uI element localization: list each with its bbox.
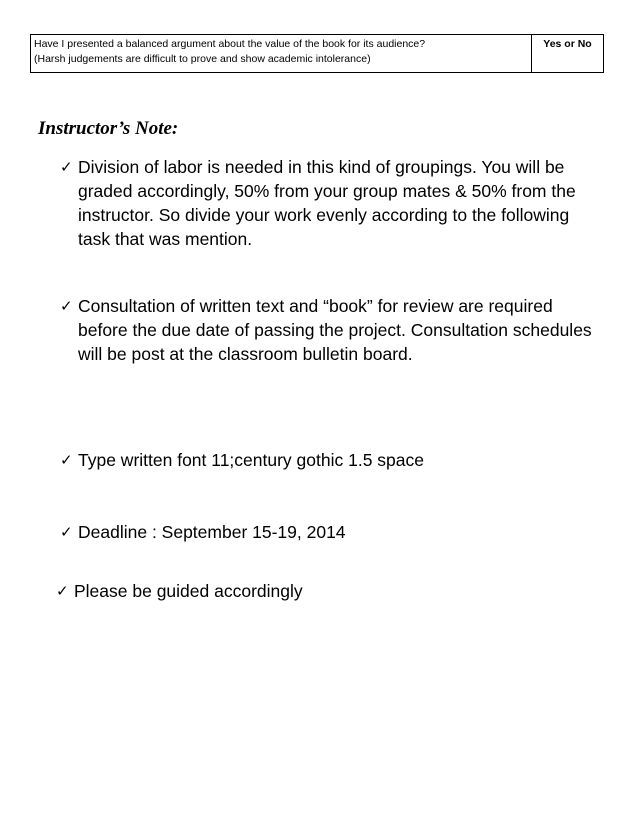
note-item-text: Consultation of written text and “book” for review are required before the due date of passing the project. Consultation schedules will be post at the classroom bulletin board. <box>78 296 592 364</box>
question-text: Have I presented a balanced argument about the value of the book for its audience? <box>34 38 426 50</box>
note-item <box>56 579 596 603</box>
checkmark-icon: ✓ <box>60 451 73 469</box>
answer-cell: Yes or No <box>532 35 604 73</box>
checkmark-icon: ✓ <box>60 523 73 541</box>
note-item-text: Deadline : September 15-19, 2014 <box>78 522 346 542</box>
note-item <box>60 294 600 366</box>
note-item-text: Division of labor is needed in this kind of groupings. You will be graded accordingly, 50% from your group mates & 50% from the instructor. So divide your work evenly according to the following task that was mention. <box>78 157 576 249</box>
table-row <box>31 35 604 73</box>
checkmark-icon: ✓ <box>60 297 73 315</box>
self-check-table <box>30 34 604 73</box>
checkmark-icon: ✓ <box>56 582 69 600</box>
note-item-text: Type written font 11;century gothic 1.5 space <box>78 450 424 470</box>
note-item <box>60 520 600 544</box>
checkmark-icon: ✓ <box>60 158 73 176</box>
question-cell <box>31 35 532 73</box>
note-item <box>60 448 600 472</box>
note-item <box>60 155 600 251</box>
instructors-note-title: Instructor’s Note: <box>38 118 179 139</box>
note-item-text: Please be guided accordingly <box>74 581 303 601</box>
question-note: (Harsh judgements are difficult to prove and show academic intolerance) <box>34 53 371 65</box>
